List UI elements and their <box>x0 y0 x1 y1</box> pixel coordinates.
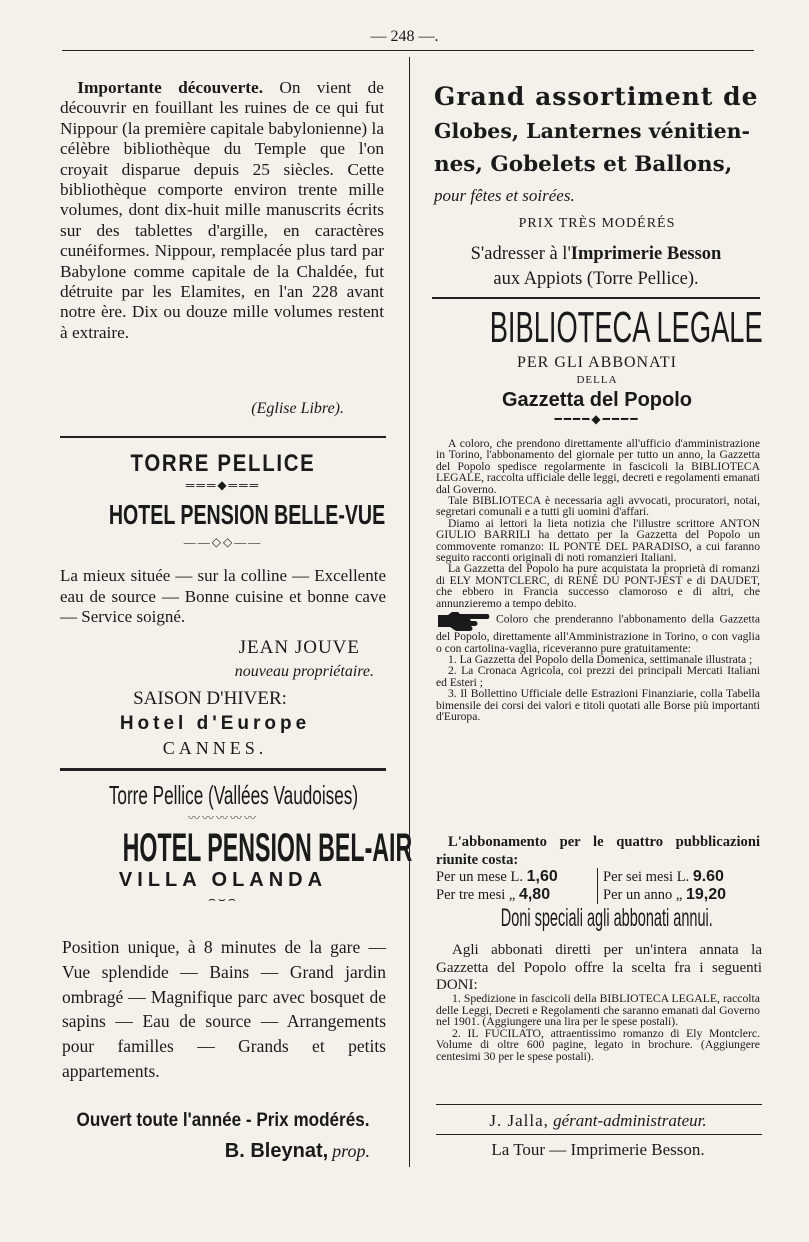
price-year: Per un anno „ 19,20 <box>603 886 726 903</box>
rule-3 <box>432 297 760 299</box>
belair-owner-title: prop. <box>332 1141 370 1161</box>
globes-address-place: aux Appiots (Torre Pellice). <box>493 269 699 289</box>
belair-ad <box>50 780 413 907</box>
belair-text: Position unique, à 8 minutes de la gare — Vue splendide — Bains — Grand jardin ombragé — Magnifique parc avec bosquet de sapins — Eau de source — Arrangements pour familles — Grands et petits appartements. <box>62 937 386 1081</box>
belair-town: Torre Pellice (Vallées Vaudoises) <box>108 780 359 810</box>
belair-open: Ouvert toute l'année - Prix modérés. <box>76 1110 370 1131</box>
discovery-article <box>60 78 384 343</box>
biblioteca-doni <box>436 993 760 1063</box>
biblioteca-item-1: 1. La Gazzetta del Popolo della Domenica, settimanale illustrata ; <box>448 652 753 666</box>
belair-villa: VILLA OLANDA <box>118 869 328 891</box>
globes-line2: Globes, Lanternes vénitien- <box>434 119 751 143</box>
globes-address: S'adresser à l'Imprimerie Besson aux Appiots (Torre Pellice). <box>470 244 722 289</box>
price-month: Per un mese L. 1,60 <box>436 868 558 885</box>
ornament-divider: ⌢⌣⌢ <box>208 892 238 906</box>
bellevue-city2: CANNES. <box>162 738 268 758</box>
biblioteca-p7: Agli abbonati diretti per un'intera annata la Gazzetta del Popolo offre la scelta fra i seguenti DONI: <box>436 942 762 994</box>
biblioteca-title: BIBLIOTECA LEGALE <box>489 303 763 352</box>
biblioteca-dono-1: 1. Spedizione in fascicoli della BIBLIOTECA LEGALE, raccolta delle Leggi, Decreti e Regolamenti che saranno emanati dal Governo nel 1901. (Aggiungere una lira per le spese postali). <box>436 992 760 1029</box>
bellevue-owner-title: nouveau propriétaire. <box>234 663 374 680</box>
signature-title: gérant-administrateur. <box>553 1111 707 1130</box>
biblioteca-item-2: 2. La Cronaca Agricola, coi prezzi dei principali Mercati Italiani ed Esteri ; <box>436 664 760 689</box>
biblioteca-item-3: 3. Il Bollettino Ufficiale delle Estrazioni Finanziarie, colla Tabella bimensile dei corsi dei valori e titoli quotati alle Borse più importanti d'Europa. <box>436 687 760 723</box>
bellevue-text: La mieux située — sur la colline — Excellente eau de source — Bonne cuisine et bonne cave — Service soigné. <box>60 566 386 626</box>
globes-line4: pour fêtes et soirées. <box>434 186 575 205</box>
biblioteca-p4: La Gazzetta del Popolo ha pure acquistata la proprietà di romanzi di ELY MONTCLERC, di RENÉ DU PONT-JEST e di DAUDET, che ebbero in Francia successo clamoroso e di altri, che annunzieremo a tempo debito. <box>436 562 760 610</box>
price-table <box>436 868 762 904</box>
bellevue-hotel2: Hotel d'Europe <box>119 713 311 734</box>
biblioteca-p6: L'abbonamento per le quattro pubblicazioni riunite costa: <box>436 834 760 868</box>
globes-line1: Grand assortiment de <box>434 82 759 111</box>
discovery-text: On vient de découvrir en fouillant les ruines de ce qui fut Nippour (la première capitale babylonienne) la célèbre bibliothèque du Temple que l'on croyait disparue depuis 25 siècles. Cette bibliothèque comporte environ trente mille volumes, dont dix-huit mille manuscrits écrits sur des tablettes d'argille, en caractères cunéiformes. Nippour, remplacée plus tard par Babylone comme capitale de la Chaldée, fut détruite par les Elamites, en l'an 228 avant notre ère. Dix ou douze mille volumes restent à extraire. <box>60 78 384 342</box>
globes-line3: nes, Gobelets et Ballons, <box>434 152 733 177</box>
biblioteca-sub2: DELLA <box>576 374 618 386</box>
biblioteca-p2: Tale BIBLIOTECA è necessaria agli avvocati, procuratori, notai, segretari comunali e a tutti gli uomini d'affari. <box>436 494 760 519</box>
price-6months: Per sei mesi L. 9.60 <box>603 868 724 885</box>
top-rule <box>62 50 754 51</box>
rule-1 <box>60 436 386 438</box>
biblioteca-gazzetta: Gazzetta del Popolo <box>501 389 693 411</box>
discovery-title: Importante découverte. <box>77 78 264 97</box>
biblioteca-header <box>424 303 770 425</box>
bellevue-owner: JEAN JOUVE <box>238 637 360 658</box>
ornament-divider: ═══◆═══ <box>185 478 261 492</box>
printer-line: La Tour — Imprimerie Besson. <box>491 1140 705 1159</box>
discovery-source: (Eglise Libre). <box>251 400 344 417</box>
bellevue-town: TORRE PELLICE <box>130 450 316 477</box>
signature-line <box>428 1111 768 1131</box>
biblioteca-p5: Coloro che prenderanno l'abbonamento della Gazzetta del Popolo, direttamente all'Amministrazione in Torino, o con vaglia o con cartolina-vaglia, riceveranno pure gratuitamente: <box>436 609 760 654</box>
rule-2 <box>60 768 386 771</box>
rule-4 <box>436 1104 762 1105</box>
ornament-divider: ━━━━◆━━━━ <box>554 412 640 426</box>
ornament-divider: ——◇◇—— <box>183 535 263 549</box>
biblioteca-p1: A coloro, che prendono direttamente all'ufficio d'amministrazione in Torino, l'abbonamento del giornale per tutto un anno, la Gazzetta del Popolo spedisce regolarmente in fascicoli la BIBLIOTECA LEGALE, raccolta ufficiale delle leggi, decreti e regolamenti emanati dal Governo. <box>436 437 760 496</box>
globes-address-printer: Imprimerie Besson <box>570 244 722 264</box>
page-number: — 248 —. <box>370 28 439 45</box>
belair-owner: B. Bleynat, <box>224 1140 329 1162</box>
bellevue-ad <box>60 450 386 550</box>
ornament-divider: 〰〰〰〰〰 <box>187 811 258 825</box>
bellevue-season: SAISON D'HIVER: <box>133 688 287 709</box>
signature-name: J. Jalla, <box>489 1111 549 1130</box>
biblioteca-dono-2: 2. IL FUCILATO, attraentissimo romanzo di Ely Montclerc. Volume di oltre 600 pagine, legato in brochure. (Aggiungere centesimi 30 per le spese postali). <box>436 1026 760 1063</box>
pointing-hand-icon <box>436 609 492 631</box>
globes-price: PRIX TRÈS MODÉRÉS <box>518 216 676 231</box>
column-divider <box>409 57 410 1167</box>
biblioteca-p3: Diamo ai lettori la lieta notizia che l'illustre scrittore ANTON GIULIO BARRILI ha dettato per la Gazzetta del Popolo un commovente romanzo: IL PONTE DEL PARADISO, a cui faranno seguito racconti originali di noti romanzieri Italiani. <box>436 516 760 565</box>
biblioteca-dono: Doni speciali agli abbonati annui. <box>500 904 713 932</box>
globes-ad <box>434 80 760 182</box>
biblioteca-body <box>436 438 760 722</box>
bellevue-hotel: HOTEL PENSION BELLE-VUE <box>108 499 386 530</box>
belair-owner-line <box>60 1140 370 1163</box>
rule-5 <box>436 1134 762 1135</box>
belair-hotel: HOTEL PENSION BEL-AIR <box>122 826 413 870</box>
price-3months: Per tre mesi „ 4,80 <box>436 886 551 903</box>
biblioteca-sub1: PER GLI ABBONATI <box>516 354 677 371</box>
